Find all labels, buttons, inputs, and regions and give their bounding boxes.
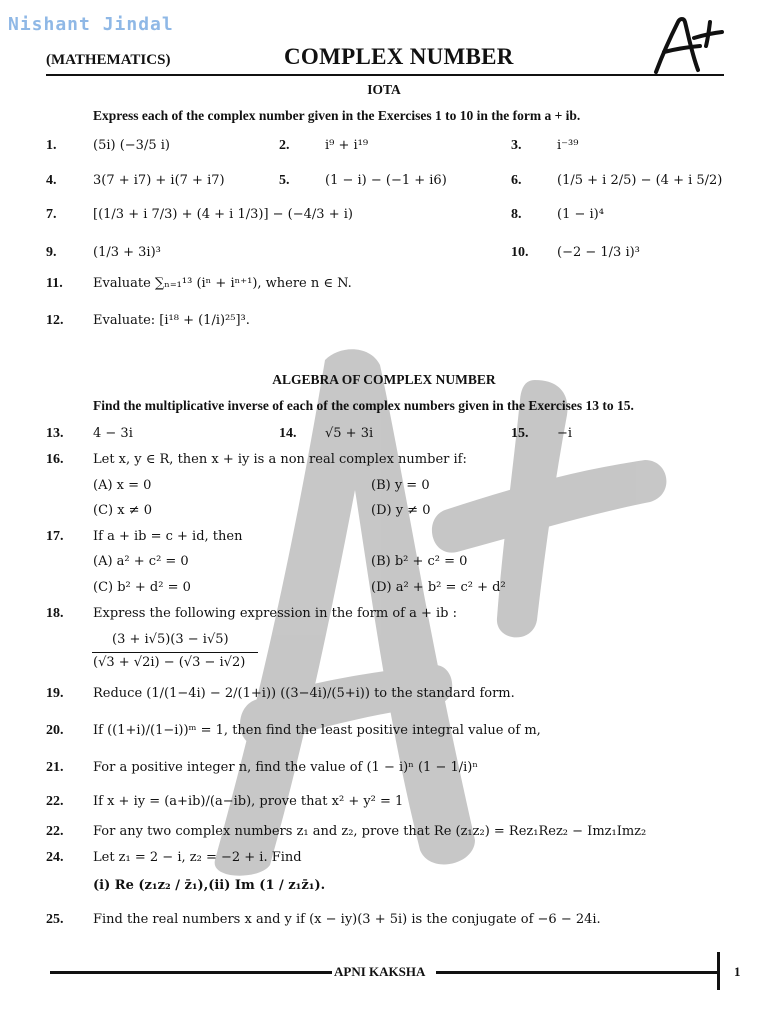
question-text: Let z₁ = 2 − i, z₂ = −2 + i. Find — [93, 850, 302, 865]
question-number: 15. — [511, 426, 529, 441]
question-number: 12. — [46, 313, 64, 328]
question-text: [(1/3 + i 7/3) + (4 + i 1/3)] − (−4/3 + i) — [93, 207, 353, 222]
question-number: 4. — [46, 173, 57, 188]
question-text: (1/3 + 3i)³ — [93, 245, 161, 260]
option-c: (C) x ≠ 0 — [93, 503, 152, 518]
question-number: 8. — [511, 207, 522, 222]
question-number: 25. — [46, 912, 64, 927]
question-number: 22. — [46, 794, 64, 809]
question-text: Evaluate: [i¹⁸ + (1/i)²⁵]³. — [93, 313, 250, 328]
option-b: (B) y = 0 — [371, 478, 430, 493]
question-number: 10. — [511, 245, 529, 260]
section-instruction: Find the multiplicative inverse of each of the complex numbers given in the Exercises 13 to 15. — [93, 398, 634, 413]
section-heading-iota: IOTA — [367, 82, 401, 97]
question-text: Reduce (1/(1−4i) − 2/(1+i)) ((3−4i)/(5+i)) to the standard form. — [93, 686, 515, 701]
question-number: 11. — [46, 276, 63, 291]
option-c: (C) b² + d² = 0 — [93, 580, 191, 595]
question-text: If ((1+i)/(1−i))ᵐ = 1, then find the least positive integral value of m, — [93, 723, 541, 738]
question-text: √5 + 3i — [325, 426, 374, 441]
footer-brand: APNI KAKSHA — [334, 964, 426, 979]
question-text: Find the real numbers x and y if (x − iy)(3 + 5i) is the conjugate of −6 − 24i. — [93, 912, 601, 927]
option-d: (D) y ≠ 0 — [371, 503, 431, 518]
header-rule — [46, 74, 724, 76]
question-text: If x + iy = (a+ib)/(a−ib), prove that x² + y² = 1 — [93, 794, 404, 809]
question-text: −i — [557, 426, 573, 441]
question-number: 9. — [46, 245, 57, 260]
option-a: (A) a² + c² = 0 — [93, 554, 189, 569]
author-name: Nishant Jindal — [8, 14, 174, 35]
question-number: 24. — [46, 850, 64, 865]
question-text: i⁻³⁹ — [557, 138, 579, 153]
question-text: For a positive integer n, find the value of (1 − i)ⁿ (1 − 1/i)ⁿ — [93, 760, 478, 775]
question-number: 17. — [46, 529, 64, 544]
question-text: (1 − i) − (−1 + i6) — [325, 173, 447, 188]
section-heading-algebra: ALGEBRA OF COMPLEX NUMBER — [272, 372, 496, 387]
footer-divider — [717, 952, 720, 990]
question-number: 7. — [46, 207, 57, 222]
footer-rule-left — [50, 971, 332, 974]
question-number: 5. — [279, 173, 290, 188]
question-number: 2. — [279, 138, 290, 153]
question-number: 20. — [46, 723, 64, 738]
option-a: (A) x = 0 — [93, 478, 152, 493]
question-text: (−2 − 1/3 i)³ — [557, 245, 640, 260]
question-text: Let x, y ∈ R, then x + iy is a non real complex number if: — [93, 452, 467, 467]
page-number: 1 — [734, 964, 741, 979]
question-number: 22. — [46, 824, 64, 839]
question-number: 19. — [46, 686, 64, 701]
question-text: (1/5 + i 2/5) − (4 + i 5/2) — [557, 173, 723, 188]
question-text: i⁹ + i¹⁹ — [325, 138, 369, 153]
a-plus-logo — [648, 16, 726, 74]
question-number: 21. — [46, 760, 64, 775]
question-text: Evaluate ∑ₙ₌₁¹³ (iⁿ + iⁿ⁺¹), where n ∈ N. — [93, 276, 352, 291]
question-text: 4 − 3i — [93, 426, 133, 441]
question-text: 3(7 + i7) + i(7 + i7) — [93, 173, 225, 188]
fraction-numerator: (3 + i√5)(3 − i√5) — [112, 632, 229, 647]
question-text: If a + ib = c + id, then — [93, 529, 243, 544]
question-number: 18. — [46, 606, 64, 621]
question-number: 1. — [46, 138, 57, 153]
question-subparts: (i) Re (z₁z₂ / z̄₁),(ii) Im (1 / z₁z̄₁). — [93, 878, 326, 893]
fraction-denominator: (√3 + √2i) − (√3 − i√2) — [93, 655, 246, 670]
option-b: (B) b² + c² = 0 — [371, 554, 468, 569]
fraction-bar — [92, 652, 258, 653]
question-number: 16. — [46, 452, 64, 467]
question-number: 3. — [511, 138, 522, 153]
footer-rule-right — [436, 971, 718, 974]
question-text: Express the following expression in the form of a + ib : — [93, 606, 457, 621]
question-number: 6. — [511, 173, 522, 188]
question-text: For any two complex numbers z₁ and z₂, prove that Re (z₁z₂) = Rez₁Rez₂ − Imz₁Imz₂ — [93, 824, 647, 839]
question-number: 13. — [46, 426, 64, 441]
question-text: (1 − i)⁴ — [557, 207, 604, 222]
question-text: (5i) (−3/5 i) — [93, 138, 170, 153]
page-title: COMPLEX NUMBER — [284, 44, 514, 69]
subject-label: (MATHEMATICS) — [46, 52, 171, 68]
option-d: (D) a² + b² = c² + d² — [371, 580, 506, 595]
section-instruction: Express each of the complex number given in the Exercises 1 to 10 in the form a + ib. — [93, 108, 581, 123]
question-number: 14. — [279, 426, 297, 441]
